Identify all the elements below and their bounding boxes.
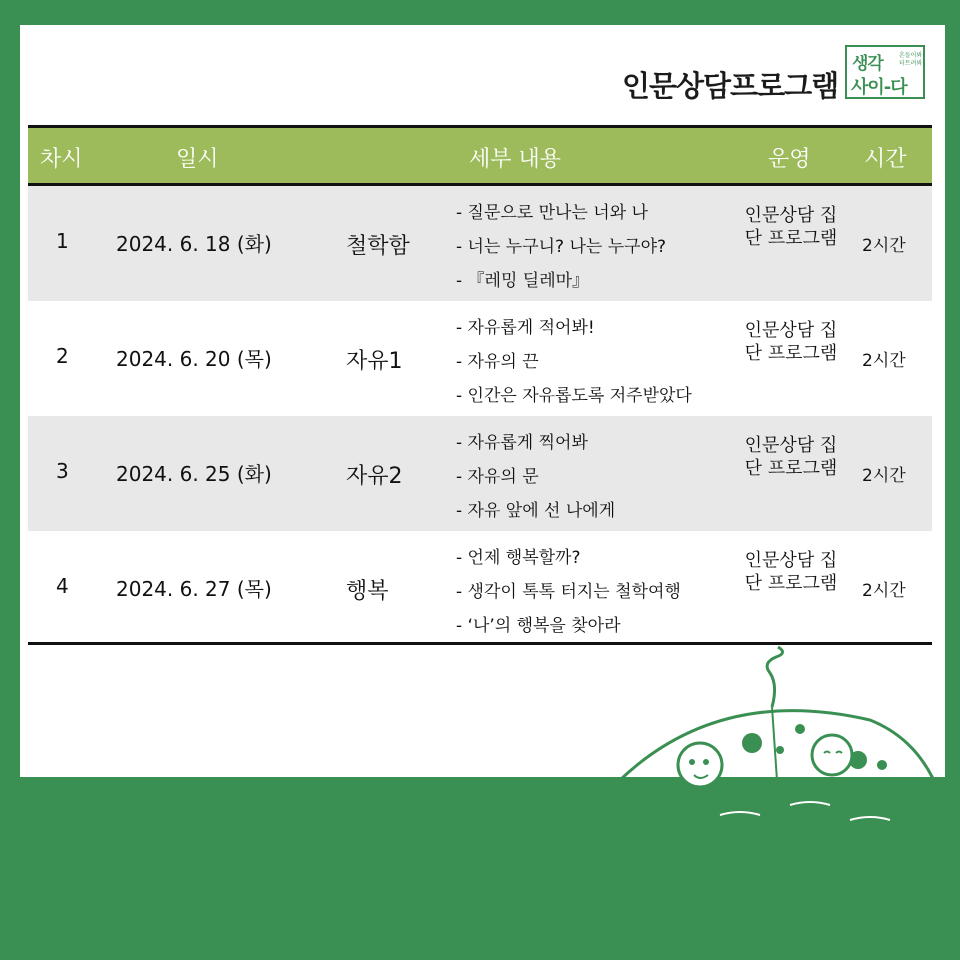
session-details xyxy=(456,541,681,643)
detail-item: - 자유 앞에 선 나에게 xyxy=(456,501,616,521)
detail-item: - 인간은 자유롭도록 저주받았다 xyxy=(456,386,692,406)
logo-line1: 생각 xyxy=(852,54,883,74)
session-date: 2024. 6. 25 (화) xyxy=(116,462,272,486)
session-operation: 인문상담 집단 프로그램 xyxy=(744,320,838,364)
detail-item: - 언제 행복할까? xyxy=(456,548,581,568)
column-header-operation: 운영 xyxy=(768,147,811,172)
logo-tagline: 흔들어봐! 터트려봐! xyxy=(899,52,925,67)
kids-in-bubble-illustration xyxy=(600,645,945,845)
table-header-row xyxy=(28,125,932,186)
session-details xyxy=(456,196,666,298)
session-number: 2 xyxy=(56,344,69,368)
session-date: 2024. 6. 18 (화) xyxy=(116,232,272,256)
column-header-date: 일시 xyxy=(176,147,219,172)
detail-item: - 생각이 톡톡 터지는 철학여행 xyxy=(456,582,681,602)
page-title: 인문상담프로그램 xyxy=(622,69,839,103)
session-duration: 2시간 xyxy=(862,466,906,486)
session-date: 2024. 6. 27 (목) xyxy=(116,577,272,601)
table-row xyxy=(28,416,932,531)
table-row xyxy=(28,301,932,416)
session-operation: 인문상담 집단 프로그램 xyxy=(744,205,838,249)
table-row xyxy=(28,186,932,301)
detail-item: - 자유의 끈 xyxy=(456,352,539,372)
column-header-session: 차시 xyxy=(40,147,83,172)
session-number: 1 xyxy=(56,229,69,253)
column-header-details: 세부 내용 xyxy=(469,147,562,172)
logo xyxy=(845,45,925,99)
session-topic: 자유2 xyxy=(346,464,403,489)
session-operation: 인문상담 집단 프로그램 xyxy=(744,550,838,594)
session-duration: 2시간 xyxy=(862,351,906,371)
session-duration: 2시간 xyxy=(862,581,906,601)
session-topic: 행복 xyxy=(346,579,389,604)
session-topic: 철학함 xyxy=(346,234,410,259)
detail-item: - 질문으로 만나는 너와 나 xyxy=(456,203,648,223)
detail-item: - 『레밍 딜레마』 xyxy=(456,271,590,291)
session-duration: 2시간 xyxy=(862,236,906,256)
detail-item: - 너는 누구니? 나는 누구야? xyxy=(456,237,667,257)
detail-item: - 자유의 문 xyxy=(456,467,539,487)
column-header-duration: 시간 xyxy=(864,147,907,172)
session-number: 4 xyxy=(56,574,69,598)
session-operation: 인문상담 집단 프로그램 xyxy=(744,435,838,479)
table-row xyxy=(28,531,932,646)
session-details xyxy=(456,426,615,528)
detail-item: - 자유롭게 적어봐! xyxy=(456,318,595,338)
session-topic: 자유1 xyxy=(346,349,403,374)
logo-line2: 사이-다 xyxy=(851,77,907,98)
detail-item: - 자유롭게 찍어봐 xyxy=(456,433,588,453)
session-number: 3 xyxy=(56,459,69,483)
detail-item: - ‘나’의 행복을 찾아라 xyxy=(456,616,621,636)
session-details xyxy=(456,311,692,413)
session-date: 2024. 6. 20 (목) xyxy=(116,347,272,371)
